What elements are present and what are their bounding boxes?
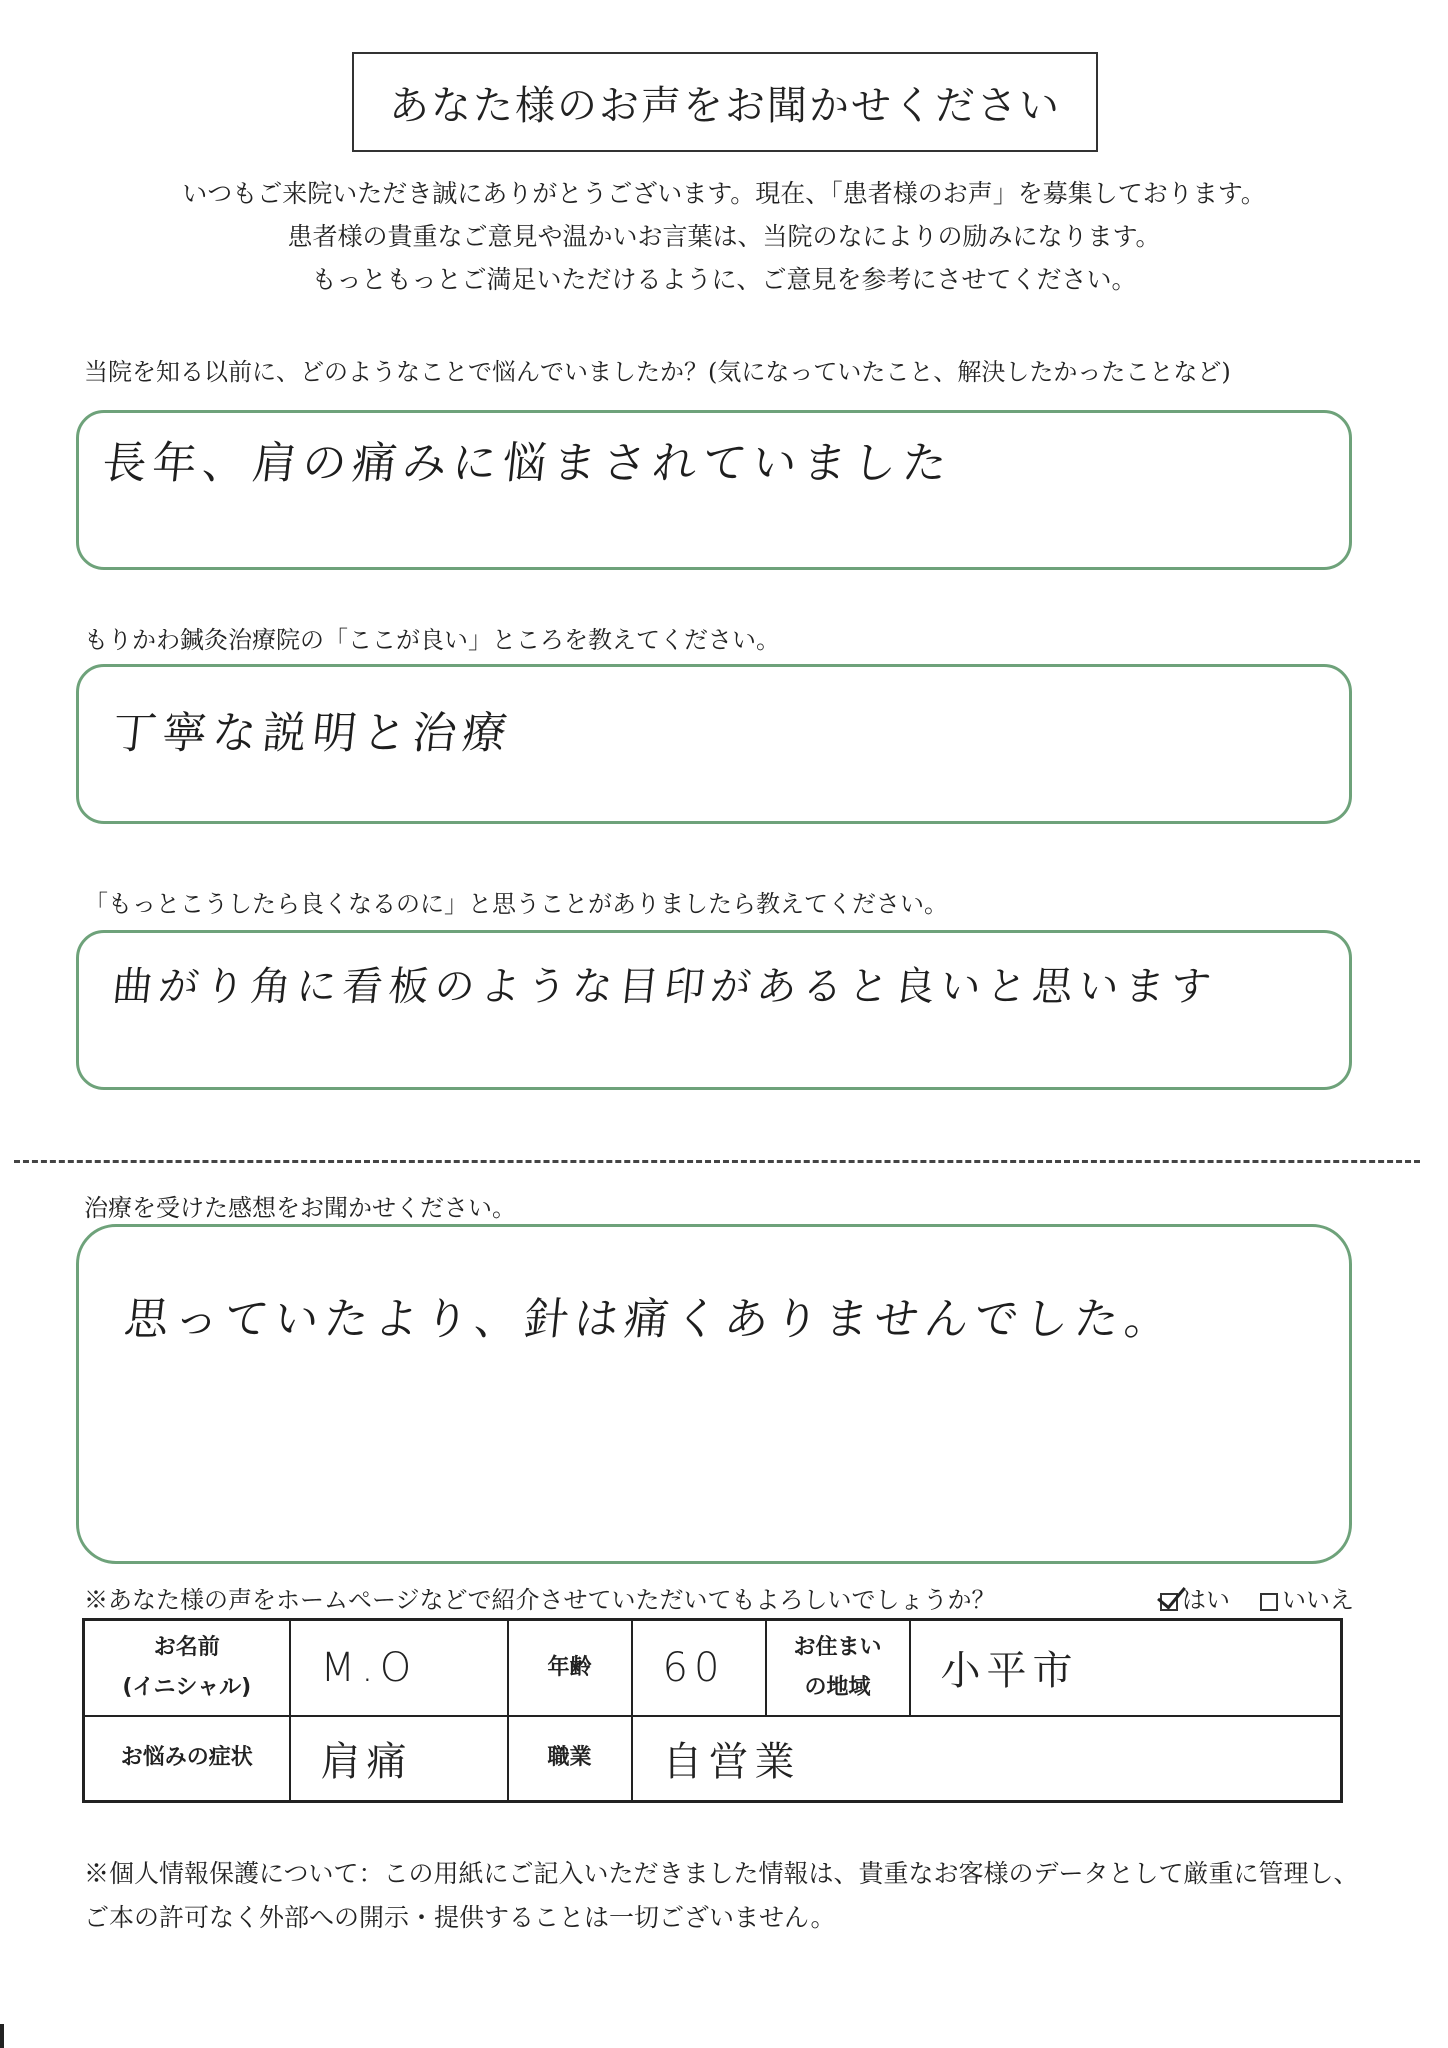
privacy-notice: ※個人情報保護について：この用紙にご記入いただきました情報は、貴重なお客様のデータとして厳重に管理し、ご本の許可なく外部への開示・提供することは一切ございません。 (84, 1859, 1359, 1932)
answer-1-text: 長年、肩の痛みに悩まされていました (99, 438, 956, 489)
area-label: お住まい の地域 (766, 1620, 910, 1716)
area-value[interactable]: 小平市 (910, 1620, 1342, 1716)
section-divider (14, 1160, 1420, 1163)
intro-line-1: いつもご来院いただき誠にありがとうございます。現在、「患者様のお声」を募集しております。 (182, 179, 1266, 208)
answer-2-text: 丁寧な説明と治療 (109, 708, 516, 759)
info-table (82, 1618, 1343, 1803)
answer-box-4[interactable] (76, 1224, 1352, 1564)
job-label: 職業 (508, 1716, 632, 1802)
intro-line-3: もっともっとご満足いただけるように、ご意見を参考にさせてください。 (311, 265, 1137, 294)
question-1-label: 当院を知る以前に、どのようなことで悩んでいましたか？(気になっていたこと、解決したかったことなど) (84, 358, 1231, 386)
consent-no-option[interactable]: いいえ (1260, 1580, 1354, 1615)
intro-line-2: 患者様の貴重なご意見や温かいお言葉は、当院のなによりの励みになります。 (287, 222, 1161, 251)
question-2-label: もりかわ鍼灸治療院の「ここが良い」ところを教えてください。 (84, 626, 780, 654)
symptom-label: お悩みの症状 (84, 1716, 290, 1802)
consent-question: ※あなた様の声をホームページなどで紹介させていただいてもよろしいでしょうか？ (84, 1586, 996, 1614)
symptom-value[interactable]: 肩痛 (290, 1716, 508, 1802)
answer-box-1[interactable] (76, 410, 1352, 570)
answer-3-text: 曲がり角に看板のような目印があると良いと思います (110, 964, 1220, 1010)
page-title: あなた様のお声をお聞かせください (352, 52, 1098, 152)
name-label: お名前 (イニシャル) (84, 1620, 290, 1716)
age-value[interactable]: 60 (632, 1620, 766, 1716)
answer-box-2[interactable] (76, 664, 1352, 824)
intro-text (0, 172, 1448, 301)
question-3-label: 「もっとこうしたら良くなるのに」と思うことがありましたら教えてください。 (84, 890, 948, 918)
publish-consent (84, 1580, 1354, 1615)
answer-box-3[interactable] (76, 930, 1352, 1090)
answer-4-text: 思っていたより、針は痛くありませんでした。 (121, 1294, 1178, 1345)
name-value[interactable]: M.O (290, 1620, 508, 1716)
checked-box-icon (1160, 1593, 1178, 1611)
job-value[interactable]: 自営業 (632, 1716, 1342, 1802)
empty-box-icon (1260, 1593, 1278, 1611)
scan-edge-mark (0, 2024, 4, 2048)
consent-yes-option[interactable]: はい (1160, 1580, 1230, 1615)
age-label: 年齢 (508, 1620, 632, 1716)
question-4-label: 治療を受けた感想をお聞かせください。 (84, 1194, 516, 1222)
